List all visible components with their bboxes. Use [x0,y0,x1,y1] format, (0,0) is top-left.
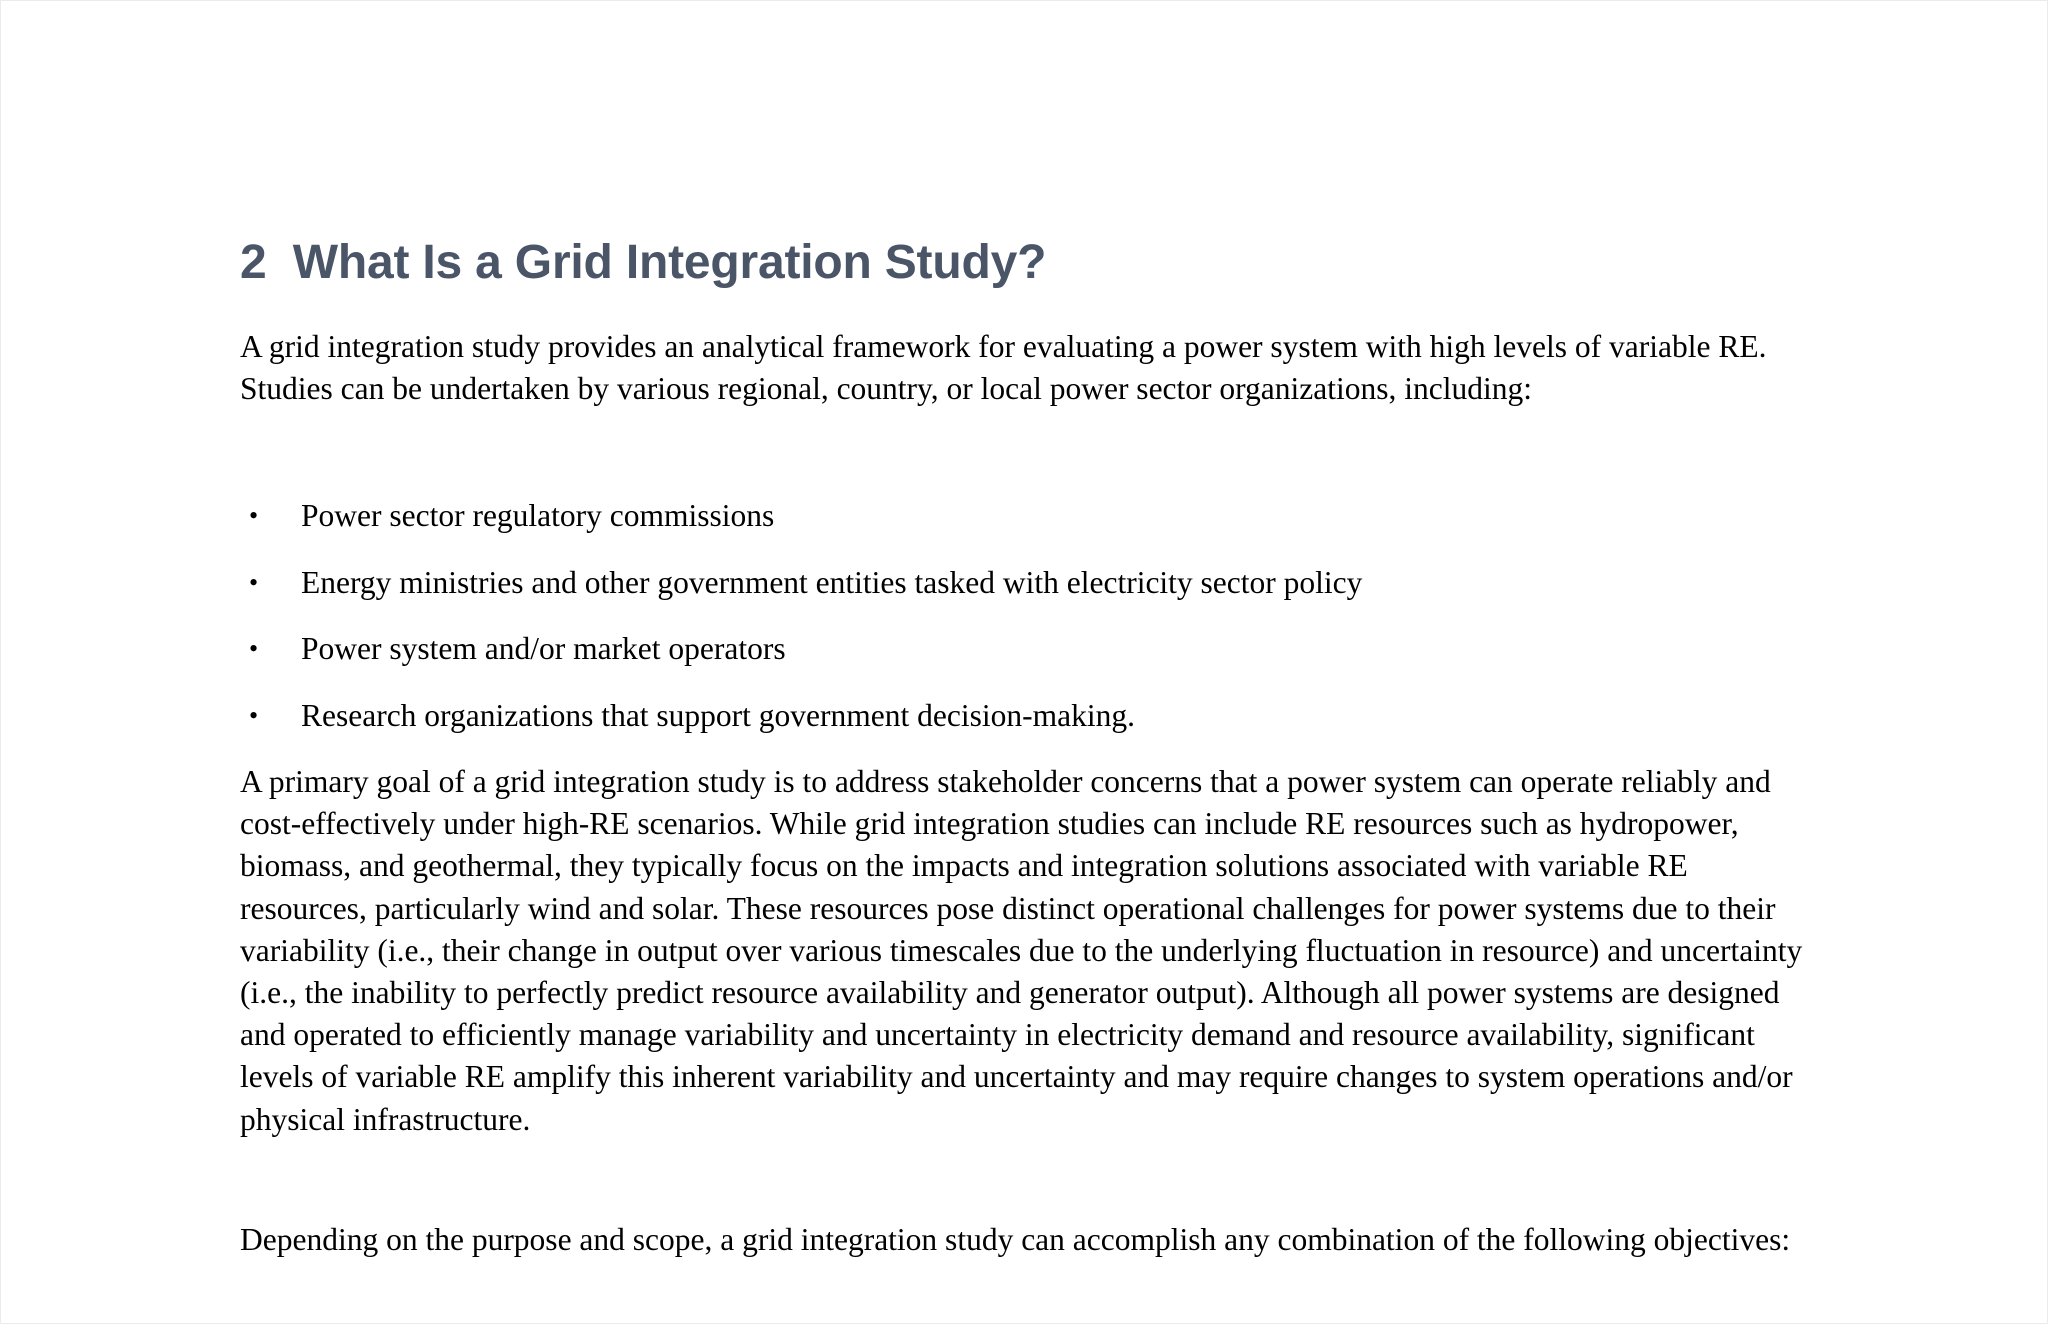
bullet-disc-icon: • [249,634,259,663]
organization-types-list [240,495,1810,737]
list-item-label: Energy ministries and other government entities tasked with electricity sector policy [301,564,1363,600]
bullet-disc-icon: • [249,700,259,730]
list-item [240,628,1810,670]
intro-paragraph [240,326,1810,410]
page-title: 2 What Is a Grid Integration Study? [240,236,1047,289]
main-paragraph-text: A primary goal of a grid integration study is to address stakeholder concerns that a power system can operate reliably and cost-effectively under high-RE scenarios. While grid integration studies can include RE resources such as hydropower, biomass, and geothermal, they typically focus on the impacts and integration solutions associated with variable RE resources, particularly wind and solar. These resources pose distinct operational challenges for power systems due to their variability (i.e., their change in output over various timescales due to the underlying fluctuation in resource) and uncertainty (i.e., the inability to perfectly predict resource availability and generator output). Although all power systems are designed and operated to efficiently manage variability and uncertainty in electricity demand and resource availability, significant levels of variable RE amplify this inherent variability and uncertainty and may require changes to system operations and/or physical infrastructure. [240,764,1803,1137]
list-item [240,562,1810,604]
list-item-label: Power system and/or market operators [301,631,786,666]
closing-paragraph-text: Depending on the purpose and scope, a grid integration study can accomplish any combination of the following objectives: [240,1222,1791,1257]
bullet-disc-icon: • [249,501,259,530]
list-item-label: Research organizations that support government decision-making. [301,697,1135,733]
intro-paragraph-text: A grid integration study provides an analytical framework for evaluating a power system with high levels of variable RE. Studies can be undertaken by various regional, country, or local power sector organizations, including: [240,329,1767,407]
list-item-label: Power sector regulatory commissions [301,498,775,533]
bullet-disc-icon: • [249,567,259,597]
list-item [240,695,1810,737]
closing-paragraph [240,1219,1810,1261]
main-paragraph [240,761,1812,1141]
list-item [240,495,1810,537]
bullet-list [240,495,1810,737]
